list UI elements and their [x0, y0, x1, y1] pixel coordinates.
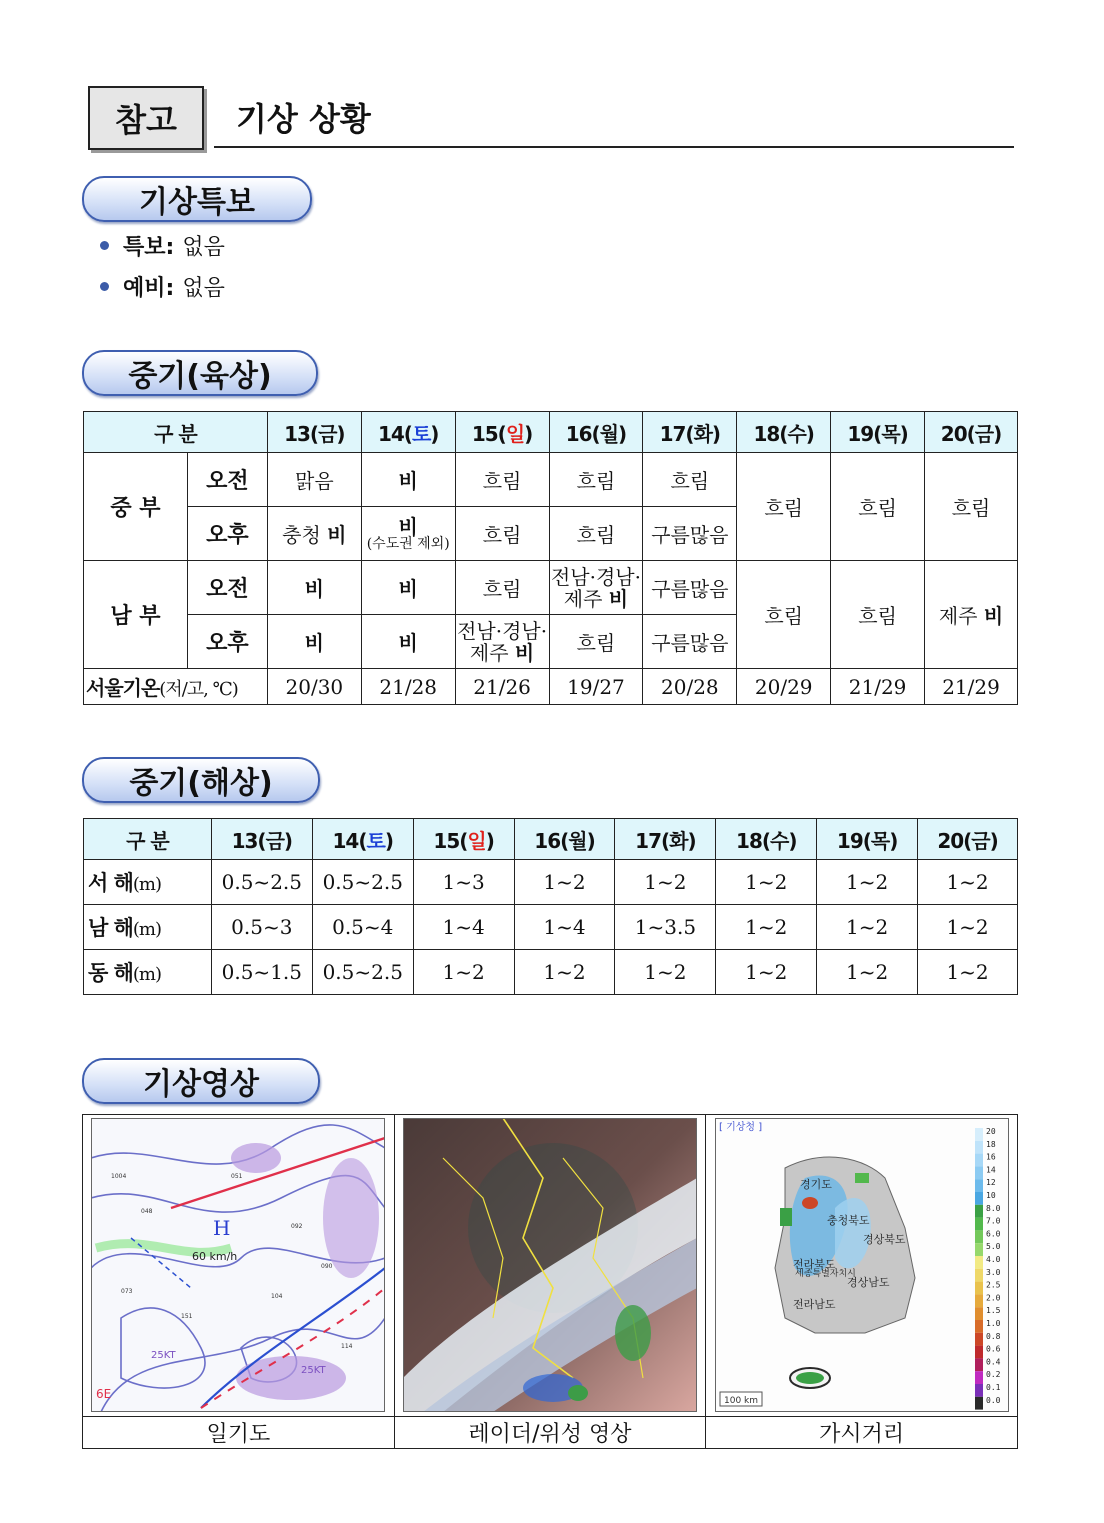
forecast-cell: 흐림 — [549, 615, 643, 669]
svg-text:051: 051 — [231, 1173, 243, 1180]
svg-text:H: H — [213, 1216, 231, 1240]
wave-cell: 1~2 — [817, 950, 918, 995]
legend-swatch — [975, 1205, 983, 1218]
div-header: 구 분 — [84, 819, 212, 860]
temp-cell: 21/28 — [361, 669, 455, 705]
day-header: 16(월) — [514, 819, 615, 860]
forecast-cell: 전남·경남· 제주 비 — [549, 561, 643, 615]
legend-swatch — [975, 1307, 983, 1320]
preliminary-label: 예비: — [123, 276, 175, 301]
day-header: 19(목) — [817, 819, 918, 860]
legend-swatch — [975, 1166, 983, 1179]
wave-cell: 1~2 — [716, 860, 817, 905]
land-forecast-table — [83, 411, 1018, 705]
legend-swatch — [975, 1371, 983, 1384]
day-header: 20(금) — [925, 412, 1018, 453]
day-header: 16(월) — [549, 412, 643, 453]
preliminary-value: 없음 — [182, 276, 225, 301]
scale-bar-label: 100 km — [723, 1396, 758, 1406]
svg-text:048: 048 — [141, 1208, 153, 1215]
wave-cell: 0.5~2.5 — [211, 860, 312, 905]
legend-label: 16 — [985, 1152, 996, 1162]
warning-value: 없음 — [182, 235, 225, 260]
sea-forecast-table — [83, 818, 1018, 995]
wave-cell: 1~2 — [817, 905, 918, 950]
wave-cell: 1~2 — [918, 905, 1018, 950]
legend-label: 18 — [985, 1139, 996, 1149]
svg-text:073: 073 — [121, 1288, 133, 1295]
weather-chart-image — [91, 1118, 385, 1412]
forecast-cell: 비 (수도권 제외) — [361, 507, 455, 561]
legend-swatch — [975, 1333, 983, 1346]
visibility-cell — [706, 1115, 1018, 1417]
legend-swatch — [975, 1179, 983, 1192]
reference-tag: 참고 — [88, 86, 204, 150]
day-header: 14(토) — [312, 819, 413, 860]
wave-cell: 1~3.5 — [615, 905, 716, 950]
sea-row-west — [84, 860, 1018, 905]
seoul-temp-row — [84, 669, 1018, 705]
wave-cell: 1~2 — [514, 860, 615, 905]
svg-text:25KT: 25KT — [301, 1365, 326, 1376]
legend-swatch — [975, 1192, 983, 1205]
wave-cell: 1~2 — [615, 860, 716, 905]
wave-cell: 0.5~2.5 — [312, 860, 413, 905]
svg-text:092: 092 — [291, 1223, 303, 1230]
weather-images-table — [82, 1114, 1018, 1449]
svg-text:114: 114 — [341, 1343, 353, 1350]
wave-cell: 0.5~3 — [211, 905, 312, 950]
weather-chart-cell — [83, 1115, 395, 1417]
temp-cell: 21/26 — [455, 669, 549, 705]
wave-cell: 1~2 — [918, 950, 1018, 995]
map-label: 경기도 — [799, 1178, 832, 1191]
section-title-land: 중기(육상) — [82, 350, 318, 396]
map-label: 전라북도 — [792, 1258, 836, 1271]
region-south: 남 부 — [84, 561, 188, 669]
visibility-header: [ 기상청 ] — [718, 1122, 762, 1133]
forecast-cell: 흐림 — [643, 453, 737, 507]
legend-swatch — [975, 1243, 983, 1256]
image-row — [83, 1115, 1018, 1417]
legend-label: 10 — [985, 1191, 996, 1200]
forecast-cell: 비 — [267, 561, 361, 615]
svg-text:6E: 6E — [96, 1387, 112, 1401]
temp-cell: 21/29 — [831, 669, 925, 705]
legend-label: 4.0 — [985, 1255, 1001, 1264]
sea-row-east — [84, 950, 1018, 995]
forecast-cell: 구름많음 — [643, 561, 737, 615]
radar-satellite-image — [403, 1118, 697, 1412]
wave-cell: 1~2 — [918, 860, 1018, 905]
sea-row-label: 남 해(m) — [84, 905, 212, 950]
forecast-cell: 흐림 — [831, 453, 925, 561]
forecast-cell: 비 — [361, 615, 455, 669]
section-title-warnings: 기상특보 — [82, 176, 312, 222]
temp-cell: 20/28 — [643, 669, 737, 705]
legend-swatch — [975, 1358, 983, 1371]
legend-label: 2.5 — [985, 1280, 1001, 1290]
legend-label: 5.0 — [985, 1242, 1001, 1252]
wave-cell: 1~2 — [514, 950, 615, 995]
svg-text:151: 151 — [181, 1313, 193, 1320]
wave-cell: 1~4 — [514, 905, 615, 950]
radar-satellite-cell — [394, 1115, 706, 1417]
day-header: 18(수) — [716, 819, 817, 860]
legend-label: 0.8 — [985, 1331, 1001, 1341]
forecast-cell: 비 — [361, 453, 455, 507]
forecast-cell: 흐림 — [549, 453, 643, 507]
svg-text:1004: 1004 — [111, 1173, 127, 1180]
bullet-warning — [100, 230, 225, 261]
bullet-dot — [100, 282, 109, 291]
legend-swatch — [975, 1320, 983, 1333]
temp-cell: 21/29 — [925, 669, 1018, 705]
legend-swatch — [975, 1218, 983, 1231]
forecast-cell: 맑음 — [267, 453, 361, 507]
temp-cell: 20/29 — [737, 669, 831, 705]
wave-cell: 1~2 — [716, 950, 817, 995]
forecast-cell: 흐림 — [455, 561, 549, 615]
forecast-cell: 전남·경남· 제주 비 — [455, 615, 549, 669]
legend-swatch — [975, 1346, 983, 1359]
forecast-cell: 흐림 — [455, 453, 549, 507]
forecast-cell: 비 — [361, 561, 455, 615]
legend-label: 1.5 — [985, 1306, 1001, 1316]
sea-row-label: 동 해(m) — [84, 950, 212, 995]
legend-label: 0.4 — [985, 1357, 1001, 1367]
pm-label: 오후 — [187, 507, 267, 561]
day-header: 14(토) — [361, 412, 455, 453]
day-header: 20(금) — [918, 819, 1018, 860]
caption-radar-satellite: 레이더/위성 영상 — [394, 1417, 706, 1449]
wave-cell: 1~3 — [413, 860, 514, 905]
legend-swatch — [975, 1230, 983, 1243]
legend-label: 7.0 — [985, 1216, 1001, 1226]
legend-label: 12 — [985, 1178, 996, 1188]
warning-label: 특보: — [123, 235, 175, 260]
bullet-preliminary — [100, 271, 225, 302]
central-am-row — [84, 453, 1018, 507]
legend-label: 3.0 — [985, 1267, 1001, 1277]
forecast-cell: 제주 비 — [925, 561, 1018, 669]
legend-label: 0.2 — [985, 1370, 1001, 1380]
forecast-cell: 흐림 — [549, 507, 643, 561]
forecast-cell: 흐림 — [831, 561, 925, 669]
am-label: 오전 — [187, 453, 267, 507]
forecast-cell: 흐림 — [925, 453, 1018, 561]
legend-label: 20 — [985, 1127, 996, 1136]
wave-cell: 0.5~2.5 — [312, 950, 413, 995]
day-header: 17(화) — [643, 412, 737, 453]
legend-swatch — [975, 1294, 983, 1307]
legend-label: 2.0 — [985, 1293, 1001, 1303]
day-header: 15(일) — [413, 819, 514, 860]
legend-label: 0.1 — [985, 1383, 1001, 1392]
legend-swatch — [975, 1128, 983, 1141]
day-header: 18(수) — [737, 412, 831, 453]
caption-row — [83, 1417, 1018, 1449]
title-underline — [214, 146, 1014, 148]
region-central: 중 부 — [84, 453, 188, 561]
legend-swatch — [975, 1256, 983, 1269]
map-label: 경상남도 — [846, 1276, 890, 1289]
legend-label: 0.6 — [985, 1344, 1001, 1354]
day-header: 15(일) — [455, 412, 549, 453]
svg-text:60 km/h: 60 km/h — [192, 1250, 238, 1263]
caption-weather-chart: 일기도 — [83, 1417, 395, 1449]
legend-swatch — [975, 1269, 983, 1282]
svg-text:104: 104 — [271, 1293, 283, 1300]
forecast-cell: 흐림 — [737, 453, 831, 561]
forecast-cell: 비 — [267, 615, 361, 669]
day-header: 17(화) — [615, 819, 716, 860]
pm-label: 오후 — [187, 615, 267, 669]
section-title-images: 기상영상 — [82, 1058, 320, 1104]
wave-cell: 0.5~1.5 — [211, 950, 312, 995]
am-label: 오전 — [187, 561, 267, 615]
legend-swatch — [975, 1397, 983, 1410]
legend-swatch — [975, 1384, 983, 1397]
legend-label: 8.0 — [985, 1203, 1001, 1213]
wave-cell: 0.5~4 — [312, 905, 413, 950]
legend-swatch — [975, 1141, 983, 1154]
legend-swatch — [975, 1154, 983, 1167]
day-header: 19(목) — [831, 412, 925, 453]
visibility-map-image — [715, 1118, 1009, 1412]
legend-label: 14 — [985, 1165, 996, 1175]
wave-cell: 1~2 — [615, 950, 716, 995]
sea-header-row — [84, 819, 1018, 860]
legend-label: 6.0 — [985, 1229, 1001, 1239]
temp-cell: 20/30 — [267, 669, 361, 705]
south-am-row — [84, 561, 1018, 615]
forecast-cell: 충청 비 — [267, 507, 361, 561]
map-label: 경상북도 — [862, 1233, 906, 1246]
wave-cell: 1~4 — [413, 905, 514, 950]
svg-text:25KT: 25KT — [151, 1350, 176, 1361]
bullet-dot — [100, 241, 109, 250]
div-header: 구 분 — [84, 412, 268, 453]
sea-row-south — [84, 905, 1018, 950]
day-header: 13(금) — [211, 819, 312, 860]
svg-text:090: 090 — [321, 1263, 333, 1270]
temp-cell: 19/27 — [549, 669, 643, 705]
day-header: 13(금) — [267, 412, 361, 453]
wave-cell: 1~2 — [716, 905, 817, 950]
wave-cell: 1~2 — [817, 860, 918, 905]
seoul-temp-label: 서울기온(저/고, ℃) — [84, 669, 268, 705]
forecast-cell: 구름많음 — [643, 615, 737, 669]
section-title-sea: 중기(해상) — [82, 757, 320, 803]
forecast-cell: 구름많음 — [643, 507, 737, 561]
wave-cell: 1~2 — [413, 950, 514, 995]
page-title: 기상 상황 — [236, 100, 371, 138]
page-header — [88, 86, 1014, 150]
legend-swatch — [975, 1282, 983, 1295]
forecast-cell: 흐림 — [455, 507, 549, 561]
map-label: 충청북도 — [826, 1214, 870, 1227]
land-header-row — [84, 412, 1018, 453]
map-label: 세종특별자치시 — [794, 1269, 856, 1279]
legend-label: 1.0 — [985, 1319, 1001, 1328]
legend-label: 0.0 — [985, 1395, 1001, 1405]
caption-visibility: 가시거리 — [706, 1417, 1018, 1449]
sea-row-label: 서 해(m) — [84, 860, 212, 905]
forecast-cell: 흐림 — [737, 561, 831, 669]
map-label: 전라남도 — [792, 1298, 836, 1311]
